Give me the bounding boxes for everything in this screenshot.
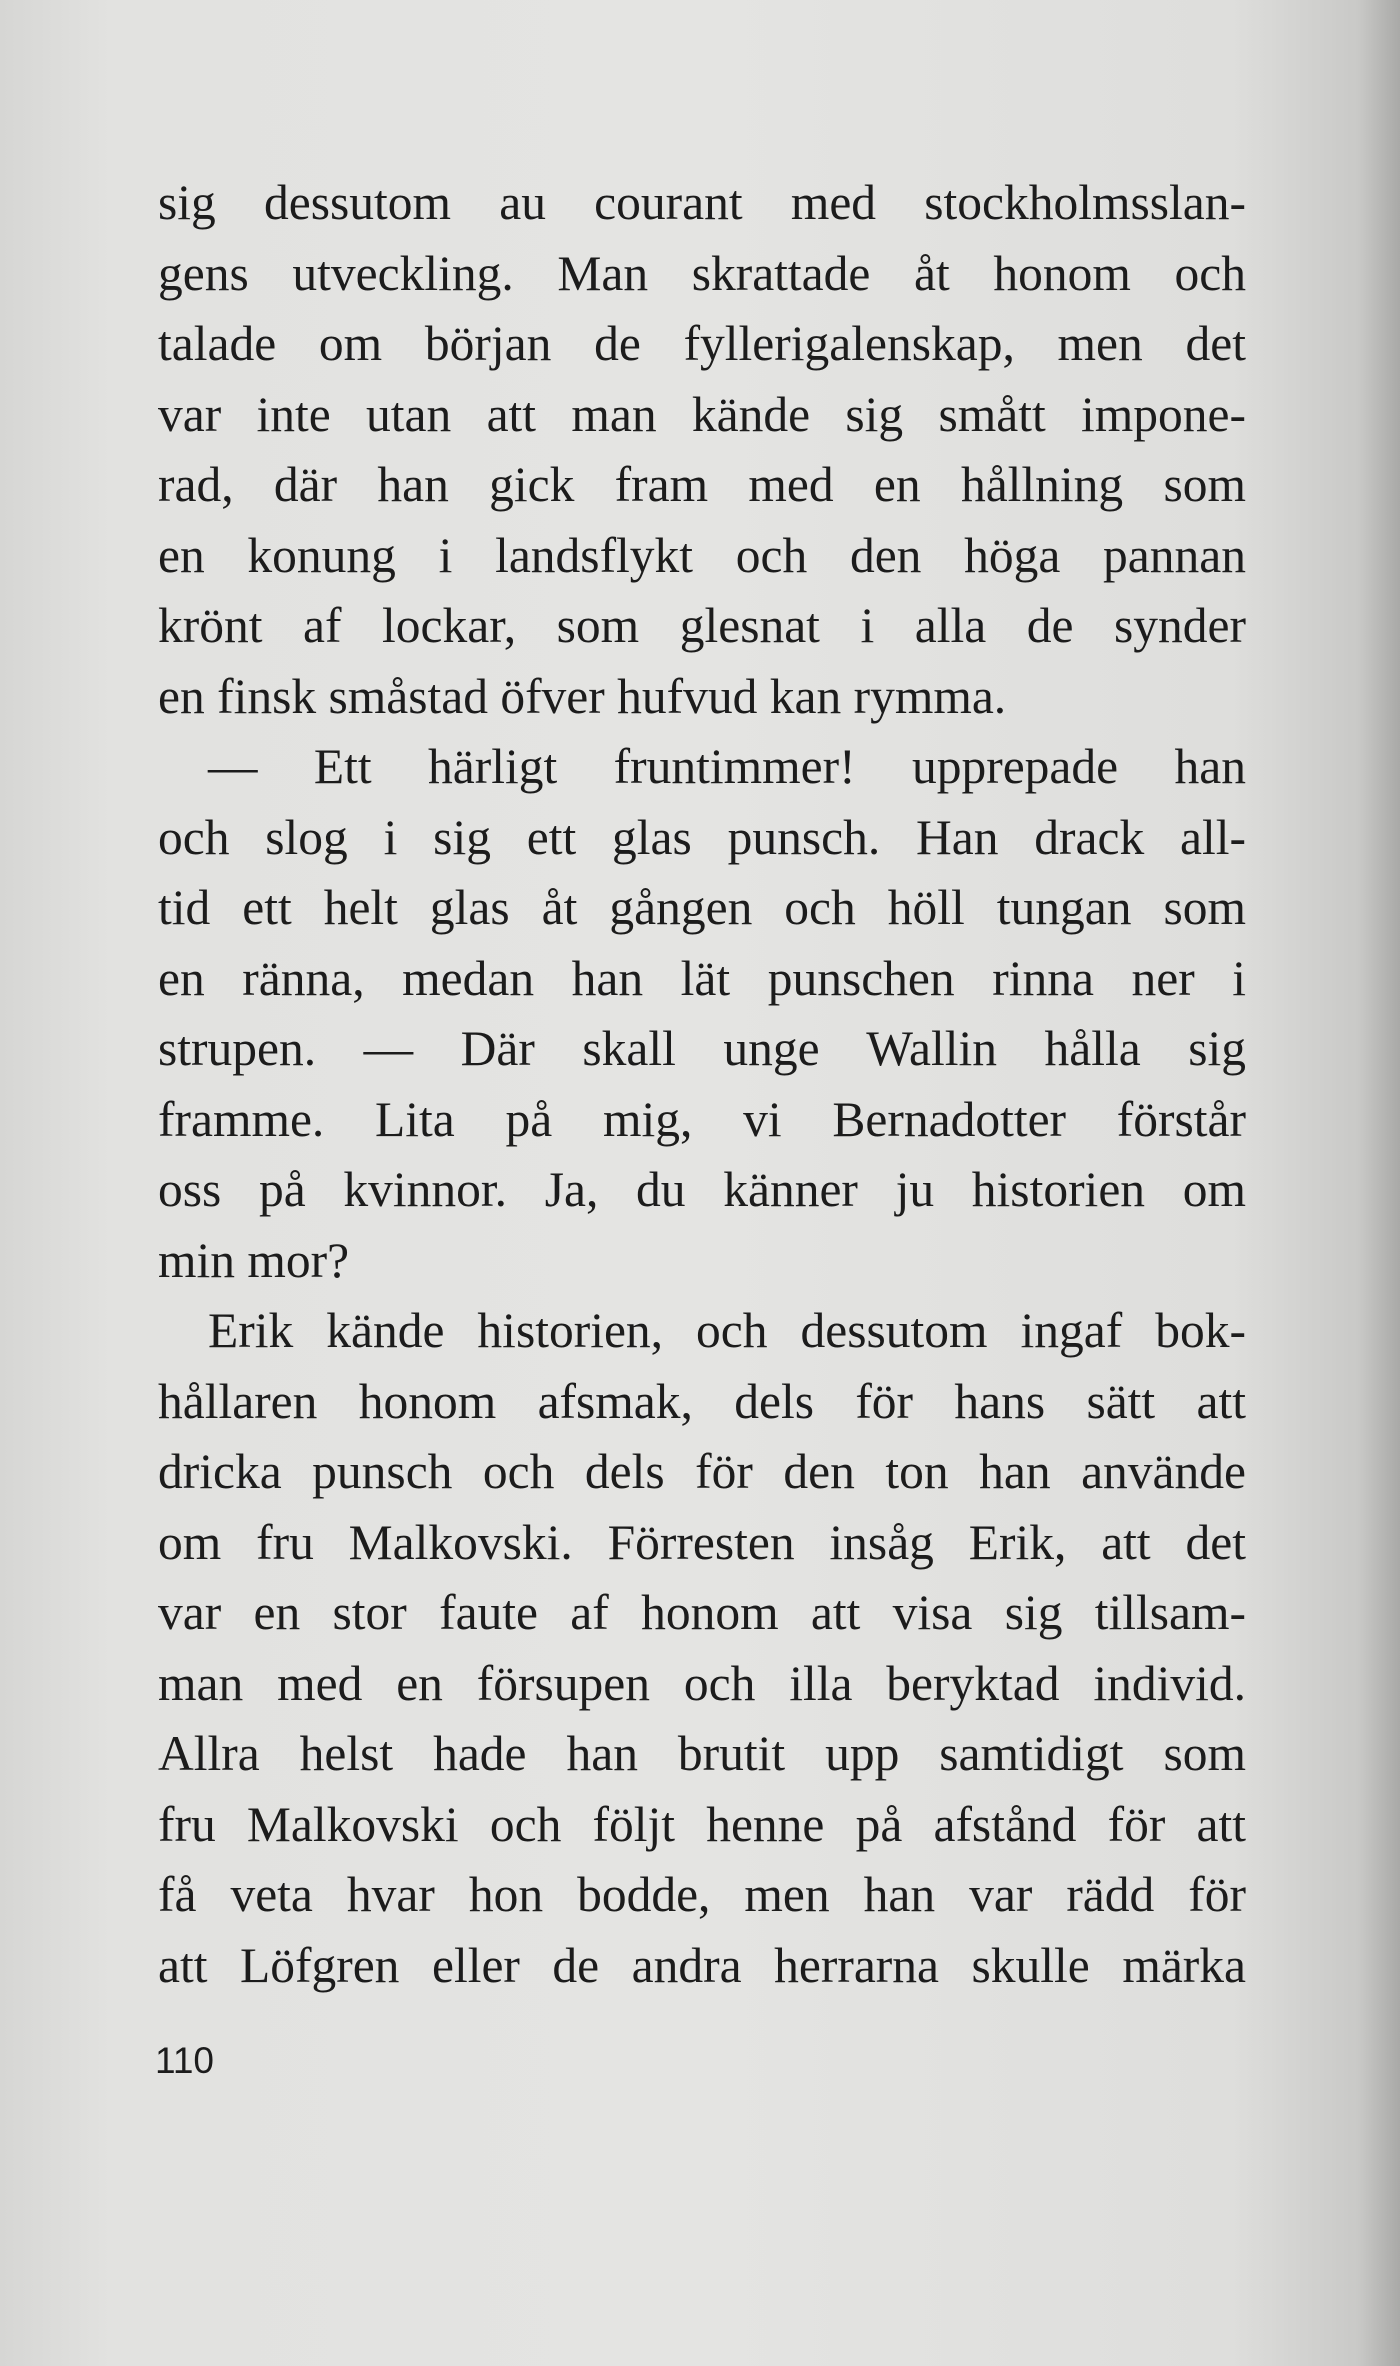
text-line: tid ett helt glas åt gången och höll tungan som — [158, 880, 1246, 935]
text-line: och slog i sig ett glas punsch. Han drack all- — [158, 809, 1246, 865]
text-line: Allra helst hade han brutit upp samtidigt som — [158, 1726, 1246, 1781]
text-line: talade om början de fyllerigalenskap, men det — [158, 316, 1246, 371]
text-line: fru Malkovski och följt henne på afstånd för att — [158, 1796, 1246, 1852]
text-line: få veta hvar hon bodde, men han var rädd för — [158, 1867, 1246, 1922]
text-line: sig dessutom au courant med stockholmsslan- — [158, 175, 1246, 230]
text-line: krönt af lockar, som glesnat i alla de synder — [158, 598, 1246, 653]
text-line: dricka punsch och dels för den ton han använde — [158, 1444, 1246, 1499]
text-line: Erik kände historien, och dessutom ingaf bok- — [208, 1303, 1246, 1358]
text-line: rad, där han gick fram med en hållning som — [158, 457, 1246, 512]
text-line: oss på kvinnor. Ja, du känner ju historien om — [158, 1162, 1246, 1217]
text-line: var en stor faute af honom att visa sig tillsam- — [158, 1585, 1246, 1640]
text-line: gens utveckling. Man skrattade åt honom och — [158, 245, 1246, 301]
text-line: att Löfgren eller de andra herrarna skulle märka — [158, 1937, 1246, 1993]
text-line: — Ett härligt fruntimmer! upprepade han — [208, 739, 1246, 794]
text-line: en finsk småstad öfver hufvud kan rymma. — [158, 668, 1007, 724]
text-line: en ränna, medan han lät punschen rinna ner i — [158, 950, 1246, 1006]
text-line: hållaren honom afsmak, dels för hans sätt att — [158, 1373, 1246, 1429]
text-line: min mor? — [158, 1232, 350, 1288]
text-line: om fru Malkovski. Förresten insåg Erik, att det — [158, 1514, 1246, 1570]
text-line: framme. Lita på mig, vi Bernadotter förstår — [158, 1091, 1246, 1147]
text-line: en konung i landsflykt och den höga pannan — [158, 527, 1246, 583]
text-line: man med en försupen och illa beryktad individ. — [158, 1655, 1246, 1711]
page-number: 110 — [155, 2040, 214, 2081]
text-line: strupen. — Där skall unge Wallin hålla sig — [158, 1021, 1246, 1076]
body-text — [158, 168, 1246, 2001]
text-line: var inte utan att man kände sig smått impone- — [158, 386, 1246, 442]
